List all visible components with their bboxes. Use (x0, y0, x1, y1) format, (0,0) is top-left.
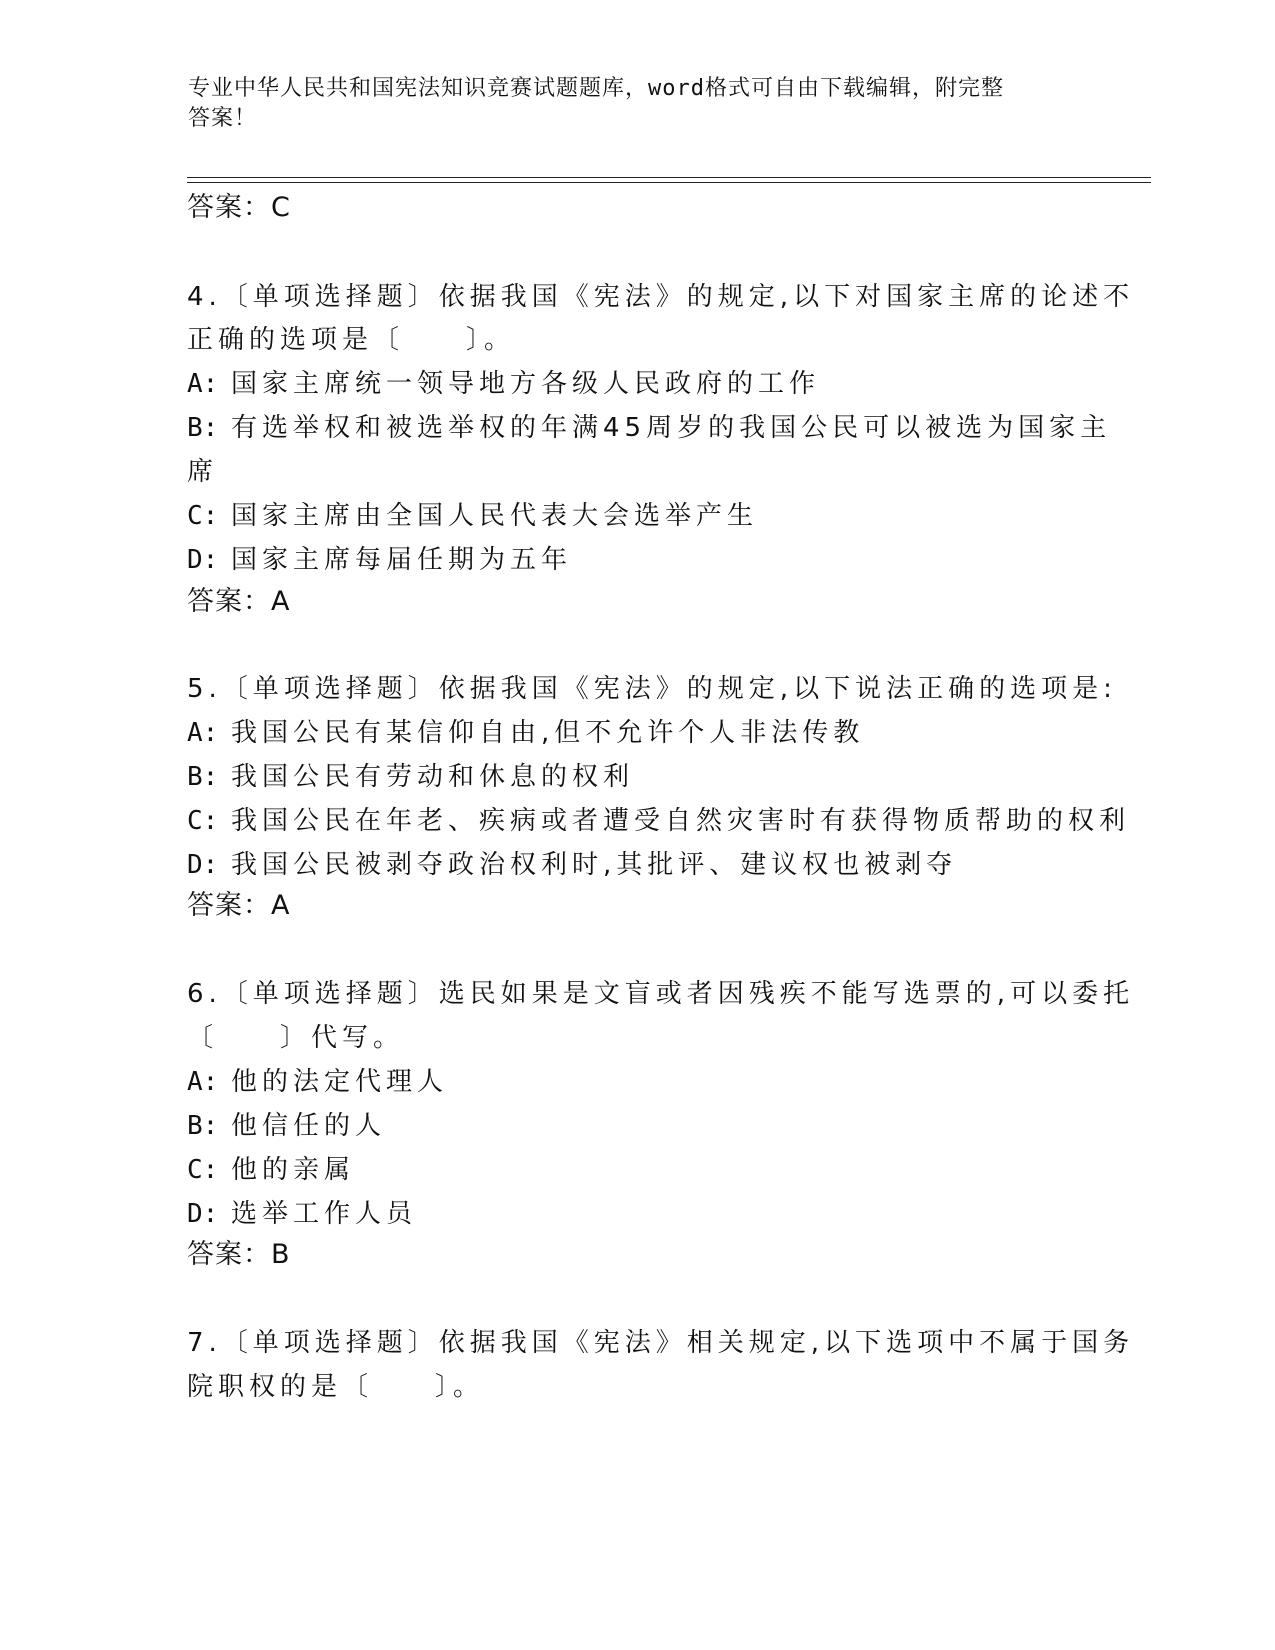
question-5-option-c (187, 803, 1130, 839)
question-5-option-d (187, 847, 957, 883)
option-key: D: (187, 1199, 219, 1229)
question-7-line-2: 院职权的是〔 〕。 (187, 1372, 485, 1402)
header-rule-top (187, 177, 1151, 178)
option-key: B: (187, 1111, 219, 1141)
option-key: A: (187, 718, 219, 748)
option-text: 选举工作人员 (231, 1199, 418, 1229)
question-4-line-2: 正确的选项是〔 〕。 (187, 325, 516, 355)
question-6-line-2: 〔 〕代写。 (187, 1023, 405, 1053)
option-text: 他的法定代理人 (231, 1067, 449, 1097)
question-4-option-b-continued: 席 (187, 457, 219, 487)
question-5-answer: 答案：A (187, 890, 291, 921)
option-key: D: (187, 545, 219, 575)
option-text: 他信任的人 (231, 1111, 387, 1141)
option-text: 国家主席统一领导地方各级人民政府的工作 (231, 369, 821, 399)
question-4-answer: 答案：A (187, 586, 291, 617)
question-4-option-a (187, 366, 820, 402)
option-text: 我国公民在年老、疾病或者遭受自然灾害时有获得物质帮助的权利 (231, 806, 1131, 836)
question-6-answer: 答案：B (187, 1239, 291, 1270)
question-5-line-1: 5.〔单项选择题〕依据我国《宪法》的规定,以下说法正确的选项是: (187, 674, 1117, 704)
option-key: B: (187, 762, 219, 792)
option-text: 国家主席每届任期为五年 (231, 545, 573, 575)
question-4-option-d (187, 542, 572, 578)
option-key: D: (187, 850, 219, 880)
question-6-option-d (187, 1196, 417, 1232)
option-text: 有选举权和被选举权的年满45周岁的我国公民可以被选为国家主 (231, 413, 1112, 443)
question-6-option-c (187, 1152, 355, 1188)
question-6-line-1: 6.〔单项选择题〕选民如果是文盲或者因残疾不能写选票的,可以委托 (187, 979, 1135, 1009)
option-key: A: (187, 369, 219, 399)
option-key: A: (187, 1067, 219, 1097)
question-5-option-b (187, 759, 634, 795)
header-rule-bottom (187, 182, 1151, 183)
option-text: 我国公民有劳动和休息的权利 (231, 762, 635, 792)
question-4-line-1: 4.〔单项选择题〕依据我国《宪法》的规定,以下对国家主席的论述不 (187, 282, 1135, 312)
question-6-option-b (187, 1108, 386, 1144)
option-key: B: (187, 413, 219, 443)
question-4-option-c (187, 498, 758, 534)
option-key: C: (187, 806, 219, 836)
option-text: 国家主席由全国人民代表大会选举产生 (231, 501, 759, 531)
option-text: 他的亲属 (231, 1155, 356, 1185)
option-key: C: (187, 501, 219, 531)
question-4-option-b (187, 410, 1111, 446)
option-key: C: (187, 1155, 219, 1185)
question-5-option-a (187, 715, 864, 751)
answer-prev: 答案：C (187, 192, 291, 223)
option-text: 我国公民有某信仰自由,但不允许个人非法传教 (231, 718, 865, 748)
question-6-option-a (187, 1064, 448, 1100)
option-text: 我国公民被剥夺政治权利时,其批评、建议权也被剥夺 (231, 850, 958, 880)
header-line-1: 专业中华人民共和国宪法知识竞赛试题题库，word格式可自由下载编辑，附完整 (188, 76, 1004, 101)
header-line-2: 答案！ (188, 106, 258, 131)
question-7-line-1: 7.〔单项选择题〕依据我国《宪法》相关规定,以下选项中不属于国务 (187, 1328, 1135, 1358)
document-header (188, 74, 1068, 134)
